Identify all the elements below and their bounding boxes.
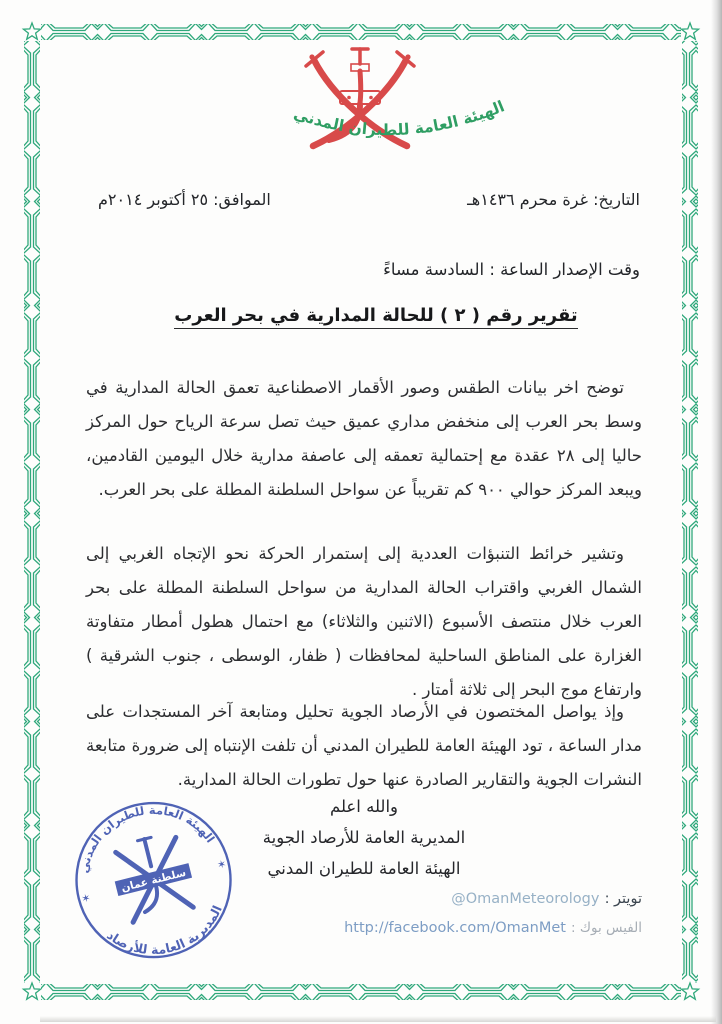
oman-national-emblem-icon (222, 40, 562, 172)
signature-line-1: والله اعلم (329, 797, 398, 816)
scan-edge-shadow-right (711, 0, 722, 1024)
stamp-top-text: الهيئة العامة للطيران المدني (76, 803, 218, 875)
twitter-label: تويتر : (604, 891, 642, 907)
stamp-star-left-icon: ✶ (79, 891, 93, 906)
twitter-line (344, 884, 642, 913)
signature-line-3: الهيئة العامة للطيران المدني (267, 859, 461, 878)
signature-line-2: المديرية العامة للأرصاد الجوية (262, 828, 466, 847)
facebook-label: الفيس بوك : (571, 920, 642, 936)
hijri-date: التاريخ: غرة محرم ١٤٣٦هـ (467, 190, 640, 209)
stamp-star-right-icon: ✶ (215, 857, 228, 873)
report-title: تقرير رقم ( ٢ ) للحالة المدارية في بحر العرب (30, 305, 722, 326)
issue-time: وقت الإصدار الساعة : السادسة مساءً (383, 260, 640, 279)
paragraph-advisory: وإذ يواصل المختصون في الأرصاد الجوية تحليل ومتابعة آخر المستجدات على مدار الساعة ، تود الهيئة العامة للطيران المدني أن تلفت الإنتباه إلى ضرورة متابعة النشرات الجوية والتقارير الصادرة عنها حول تطورات الحالة المدارية. (86, 701, 642, 789)
scan-edge-shadow-bottom (40, 1016, 716, 1022)
facebook-url: http://facebook.com/OmanMet (344, 920, 566, 936)
signature-block (196, 791, 532, 884)
paragraph-forecast: وتشير خرائط التنبؤات العددية إلى إستمرار الحركة نحو الإتجاه الغربي إلى الشمال الغربي واقتراب الحالة المدارية من سواحل السلطنة المطلة على بحر العرب خلال منتصف الأسبوع (الاثنين والثلاثاء) مع احتمال هطول أمطار متفاوتة الغزارة على المناطق الساحلية لمحافظات ( ظفار، الوسطى ، جنوب الشرقية ) وارتفاع موج البحر إلى ثلاثة أمتار . (86, 543, 642, 699)
date-line (98, 190, 640, 209)
facebook-line (344, 913, 642, 942)
stamp-bottom-text: المديرية العامة للأرصاد (104, 903, 225, 958)
social-media-block (344, 884, 642, 942)
letterhead (222, 40, 562, 176)
authority-curved-text: الهيئة العامة للطيران المدني (291, 97, 508, 140)
twitter-handle: @OmanMeteorology (451, 891, 600, 907)
paragraph-weather-analysis: توضح اخر بيانات الطقس وصور الأقمار الاصطناعية تعمق الحالة المدارية في وسط بحر العرب إلى منخفض مداري عميق حيث تصل سرعة الرياح حول المركز حاليا إلى ٢٨ عقدة مع إحتمالية تعمقه إلى عاصفة مدارية خلال اليومين القادمين، ويبعد المركز حوالي ٩٠٠ كم تقريباً عن سواحل السلطنة المطلة على بحر العرب. (86, 377, 642, 499)
gregorian-date: الموافق: ٢٥ أكتوبر ٢٠١٤م (98, 190, 271, 209)
stamp-center-band-text: سلطنة عمان (120, 866, 188, 895)
